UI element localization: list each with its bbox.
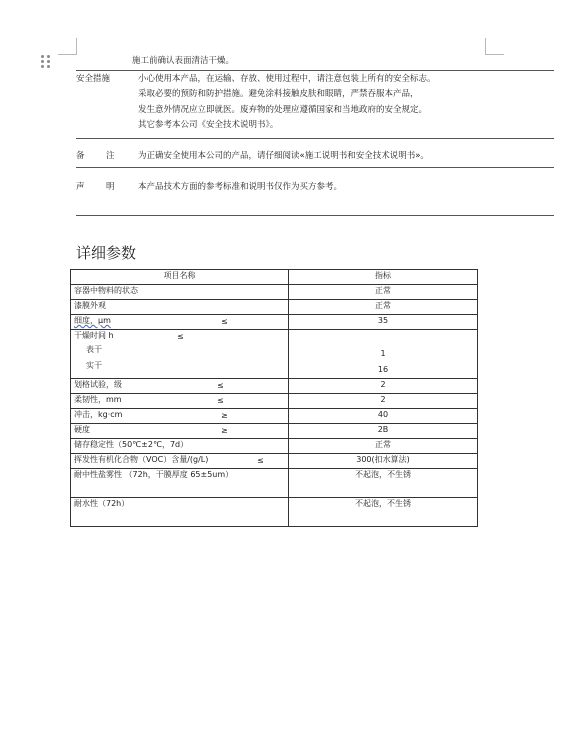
statement-label-b: 明 bbox=[106, 182, 115, 192]
table-row bbox=[71, 394, 478, 409]
sub-value: 1 bbox=[380, 349, 386, 358]
parameters-table bbox=[70, 269, 478, 527]
comparison-sign: ≤ bbox=[217, 381, 224, 390]
crop-mark-top-left bbox=[58, 38, 77, 55]
comparison-sign: ≥ bbox=[221, 411, 228, 420]
divider bbox=[76, 138, 554, 139]
crop-mark-top-right bbox=[485, 38, 504, 55]
column-header-name: 项目名称 bbox=[71, 270, 289, 285]
table-row bbox=[71, 469, 478, 498]
param-value: 2 bbox=[289, 394, 478, 409]
param-value: 不起泡，不生锈 bbox=[289, 498, 478, 527]
param-value: 40 bbox=[289, 409, 478, 424]
param-value: 不起泡，不生锈 bbox=[289, 469, 478, 498]
note-text: 为正确安全使用本公司的产品，请仔细阅读«施工说明书和安全技术说明书»。 bbox=[138, 151, 429, 161]
table-row bbox=[71, 300, 478, 315]
param-name: 漆膜外观 bbox=[71, 300, 289, 315]
param-name: 柔韧性，mm ≤ bbox=[71, 394, 289, 409]
param-name: 硬度 ≥ bbox=[71, 424, 289, 439]
sub-value: 16 bbox=[377, 365, 389, 374]
param-value: 2 bbox=[289, 379, 478, 394]
move-handle-icon[interactable] bbox=[40, 55, 52, 69]
safety-line: 发生意外情况应立即就医。废弃物的处理应遵循国家和当地政府的安全规定。 bbox=[138, 105, 428, 115]
param-value: 正常 bbox=[289, 285, 478, 300]
param-value: 正常 bbox=[289, 439, 478, 454]
table-row bbox=[71, 285, 478, 300]
comparison-sign: ≤ bbox=[257, 456, 264, 465]
table-row bbox=[71, 439, 478, 454]
note-label-a: 备 bbox=[76, 151, 85, 161]
param-name: 划格试验，级 ≤ bbox=[71, 379, 289, 394]
param-name bbox=[71, 315, 289, 330]
table-row bbox=[71, 498, 478, 527]
safety-line: 采取必要的预防和防护措施。避免涂料接触皮肤和眼睛，严禁吞服本产品， bbox=[138, 89, 419, 99]
param-name: 储存稳定性（50℃±2℃，7d） bbox=[71, 439, 289, 454]
param-value: 正常 bbox=[289, 300, 478, 315]
divider bbox=[76, 167, 554, 168]
divider bbox=[76, 70, 554, 71]
param-value bbox=[289, 330, 478, 379]
param-name: 耐水性（72h） bbox=[71, 498, 289, 527]
comparison-sign: ≤ bbox=[217, 396, 224, 405]
spellcheck-underline[interactable]: 细度，μm bbox=[74, 316, 111, 325]
column-header-value: 指标 bbox=[289, 270, 478, 285]
table-row bbox=[71, 330, 478, 379]
param-name: 容器中物料的状态 bbox=[71, 285, 289, 300]
table-row bbox=[71, 424, 478, 439]
param-name: 冲击，kg·cm ≥ bbox=[71, 409, 289, 424]
param-value: 2B bbox=[289, 424, 478, 439]
safety-label: 安全措施 bbox=[76, 74, 111, 84]
details-heading: 详细参数 bbox=[76, 244, 137, 262]
table-row bbox=[71, 315, 478, 330]
construction-note: 施工前确认表面清洁干燥。 bbox=[132, 56, 235, 66]
table-row bbox=[71, 409, 478, 424]
param-name: 耐中性盐雾性 （72h，干膜厚度 65±5um） bbox=[71, 469, 289, 498]
param-name: 挥发性有机化合物（VOC）含量/(g/L) ≤ bbox=[71, 454, 289, 469]
comparison-sign: ≤ bbox=[177, 332, 184, 341]
statement-label-a: 声 bbox=[76, 182, 85, 192]
comparison-sign: ≤ bbox=[221, 317, 228, 326]
safety-line: 小心使用本产品，在运输、存放、使用过程中，请注意包装上所有的安全标志。 bbox=[138, 74, 436, 84]
table-header-row bbox=[71, 270, 478, 285]
note-label-b: 注 bbox=[106, 151, 115, 161]
sub-item: 实干 bbox=[86, 361, 102, 370]
param-value: 300(扣水算法) bbox=[289, 454, 478, 469]
table-row bbox=[71, 454, 478, 469]
param-name: 干燥时间 h ≤ 表干 实干 bbox=[71, 330, 289, 379]
divider bbox=[76, 215, 554, 216]
param-value: 35 bbox=[289, 315, 478, 330]
table-row bbox=[71, 379, 478, 394]
statement-text: 本产品技术方面的参考标准和说明书仅作为买方参考。 bbox=[138, 182, 343, 192]
safety-line: 其它参考本公司《安全技术说明书》。 bbox=[138, 120, 279, 130]
sub-item: 表干 bbox=[86, 345, 102, 354]
comparison-sign: ≥ bbox=[221, 426, 228, 435]
